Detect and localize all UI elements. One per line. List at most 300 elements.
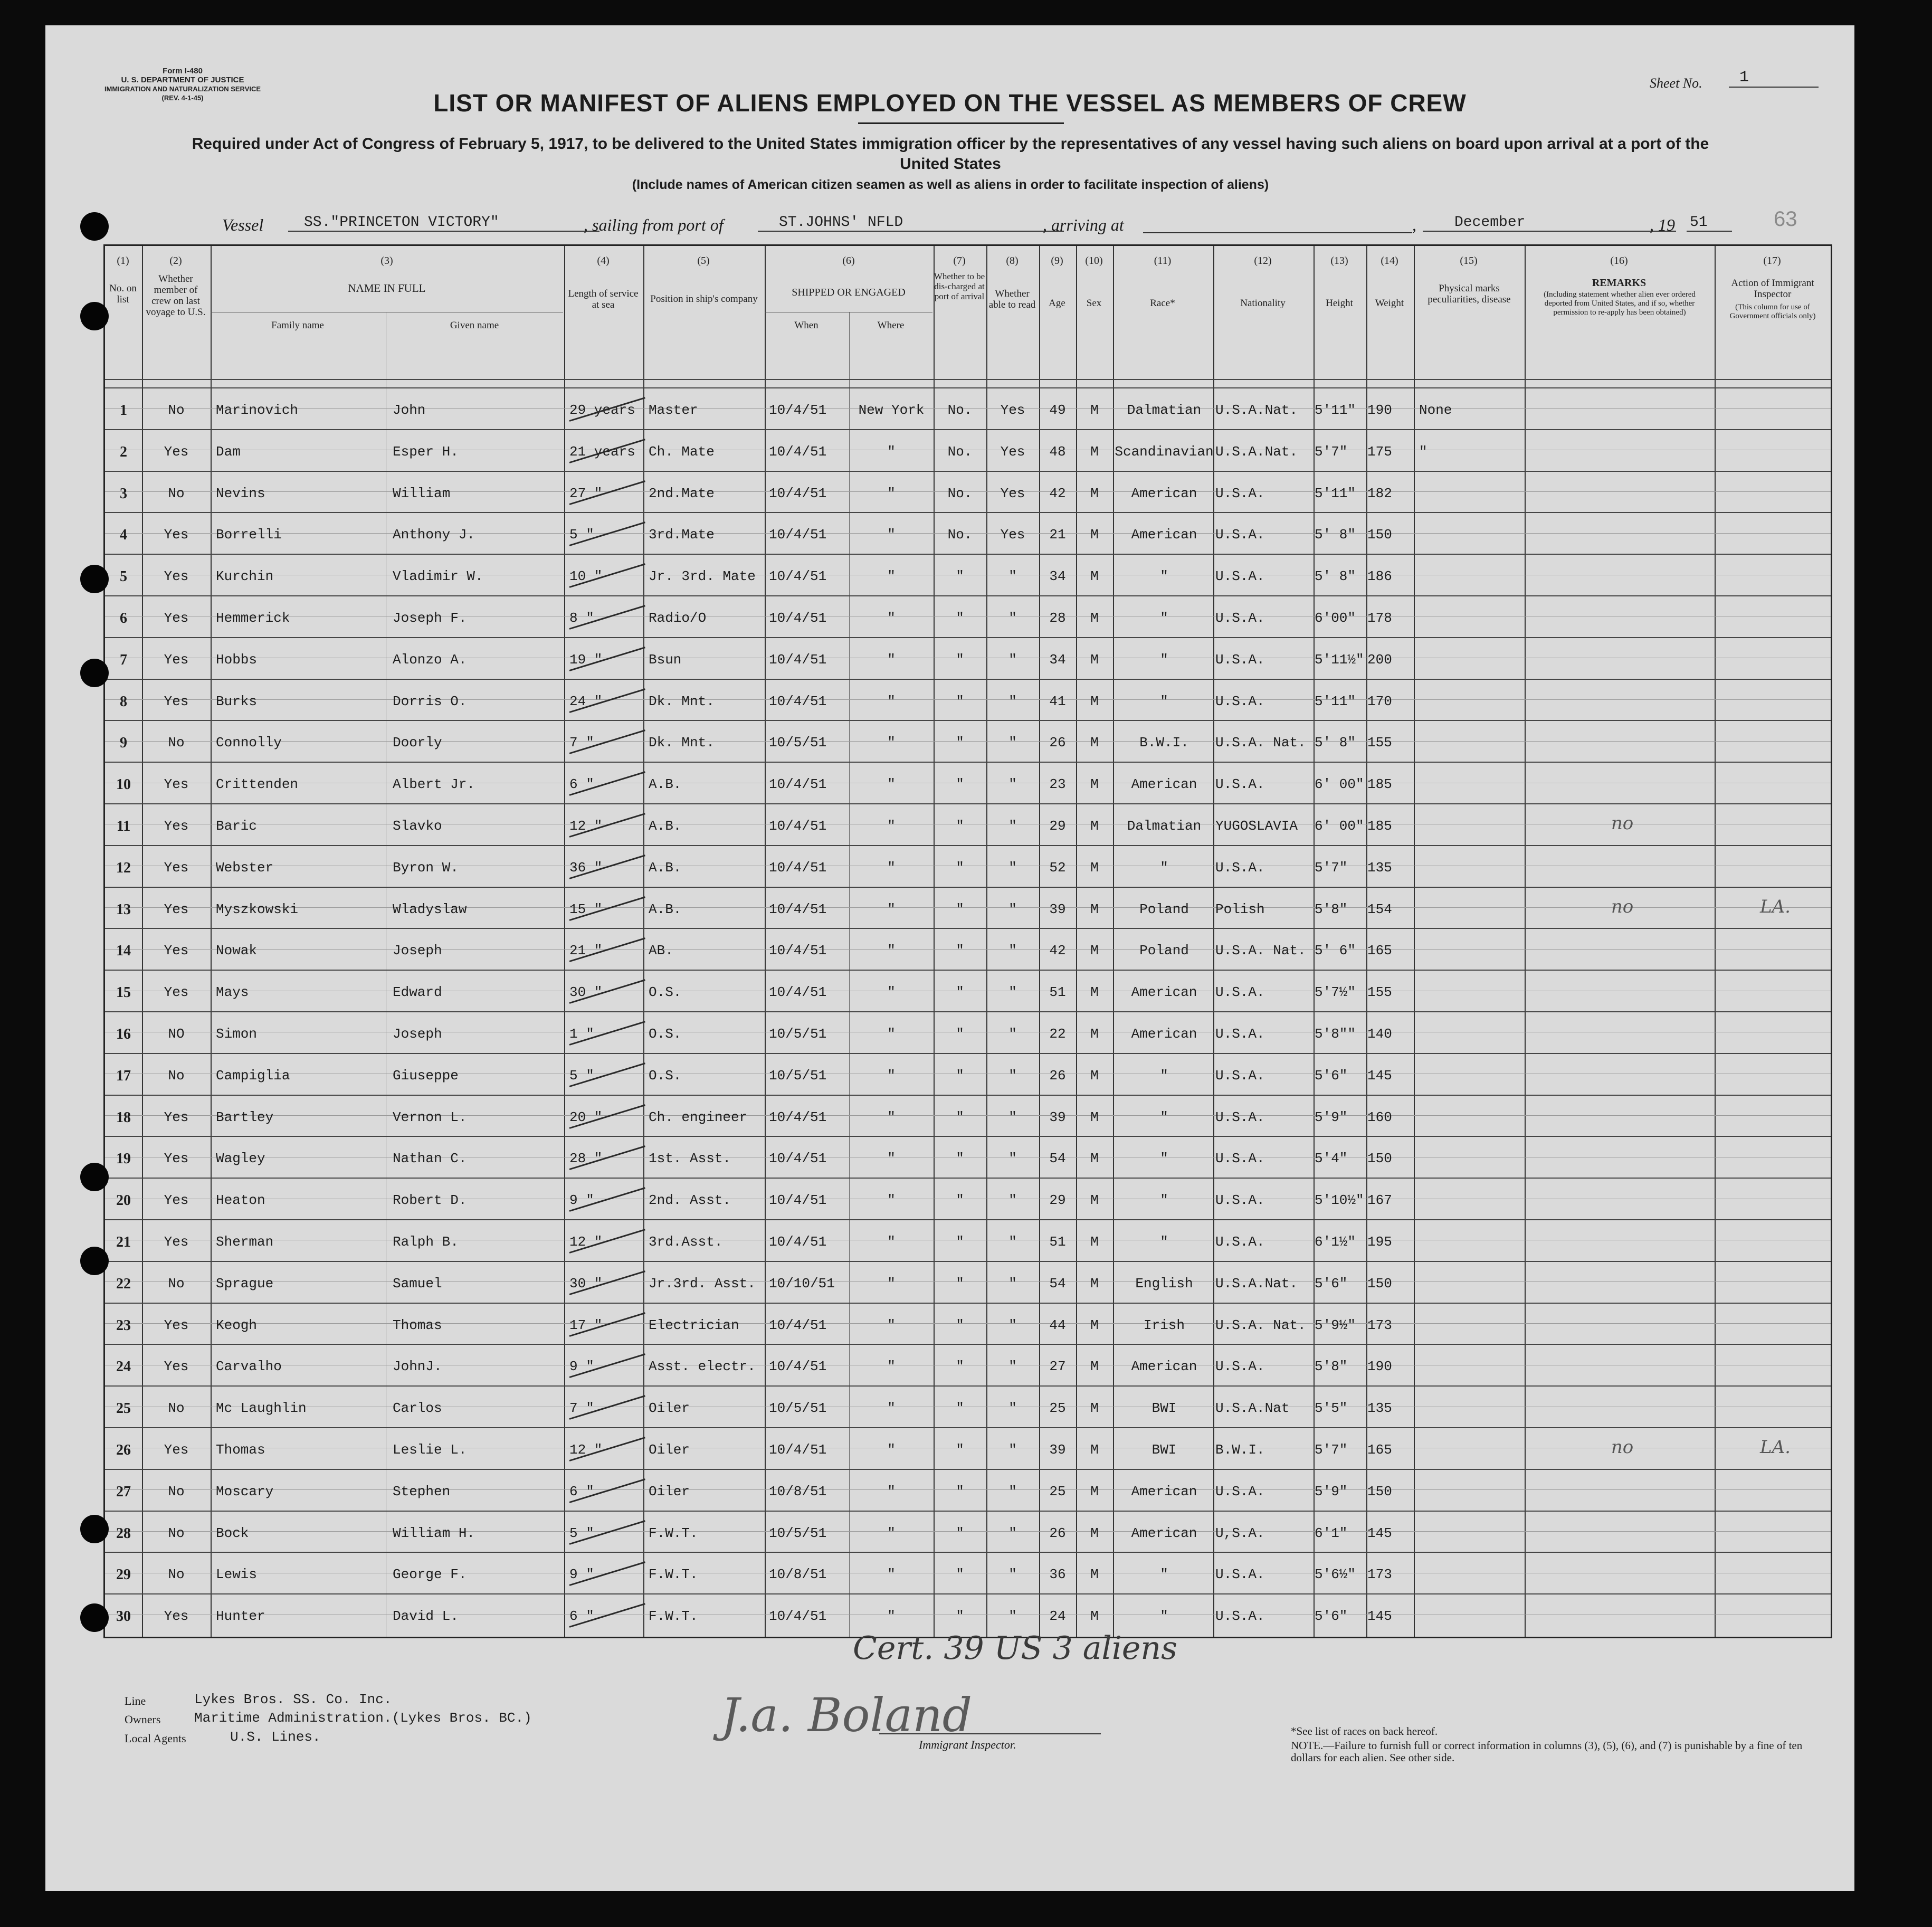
owners-value: Maritime Administration.(Lykes Bros. BC.)	[194, 1710, 532, 1726]
shipped-where-cell: "	[887, 527, 896, 543]
weight-cell: 145	[1367, 1525, 1392, 1541]
service-cell: 5 "	[569, 1067, 594, 1084]
row-number: 30	[116, 1608, 131, 1625]
sex-cell: M	[1090, 1067, 1099, 1084]
service-cell: 6 "	[569, 1483, 594, 1499]
height-cell: 6' 00"	[1315, 818, 1364, 834]
discharged-cell: "	[956, 568, 964, 585]
col-7-number: (7)	[953, 255, 966, 267]
weight-cell: 150	[1367, 1275, 1392, 1292]
height-cell: 5'11"	[1315, 485, 1356, 501]
title-underline	[858, 122, 1064, 124]
race-cell: English	[1135, 1275, 1193, 1292]
row-number: 23	[116, 1317, 131, 1334]
sex-cell: M	[1090, 1109, 1099, 1125]
nationality-cell: U.S.A.	[1215, 984, 1265, 1001]
page-stamp: 63	[1774, 207, 1797, 231]
sex-cell: M	[1090, 1567, 1099, 1583]
col-16-number: (16)	[1610, 255, 1628, 267]
given-name-cell: Giuseppe	[393, 1067, 459, 1084]
discharged-cell: "	[956, 1067, 964, 1084]
shipped-where-cell: "	[887, 443, 896, 460]
height-cell: 5'6"	[1315, 1275, 1348, 1292]
age-cell: 54	[1049, 1275, 1066, 1292]
sex-cell: M	[1090, 443, 1099, 460]
col-4-header: Length of service at sea	[568, 288, 639, 310]
weight-cell: 170	[1367, 693, 1392, 709]
row-rule	[105, 720, 1831, 721]
given-name-cell: Stephen	[393, 1483, 451, 1499]
row-number: 26	[116, 1442, 131, 1458]
service-cell: 6 "	[569, 1608, 594, 1625]
last-voyage-cell: No	[168, 402, 185, 418]
service-cell: 28 "	[569, 1151, 603, 1167]
races-note: *See list of races on back hereof.	[1291, 1725, 1438, 1738]
row-number: 10	[116, 776, 131, 793]
shipped-where-cell: "	[887, 1234, 896, 1250]
page-title: LIST OR MANIFEST OF ALIENS EMPLOYED ON THE VESSEL AS MEMBERS OF CREW	[433, 89, 1467, 117]
discharged-cell: "	[956, 859, 964, 876]
arriving-label: , arriving at	[1043, 215, 1124, 234]
family-name-cell: Campiglia	[216, 1067, 290, 1084]
family-name-cell: Baric	[216, 818, 258, 834]
shipped-where-cell: "	[887, 901, 896, 917]
family-name-cell: Myszkowski	[216, 901, 299, 917]
able-to-read-cell: "	[1008, 1275, 1017, 1292]
last-voyage-cell: No	[168, 1275, 185, 1292]
line-value: Lykes Bros. SS. Co. Inc.	[194, 1692, 392, 1707]
nationality-cell: U.S.A.	[1215, 1026, 1265, 1042]
age-cell: 39	[1049, 1109, 1066, 1125]
discharged-cell: No.	[947, 443, 973, 460]
last-voyage-cell: Yes	[164, 443, 189, 460]
sex-cell: M	[1090, 1151, 1099, 1167]
col-6a-header: When	[794, 320, 819, 331]
height-cell: 5'6"	[1315, 1067, 1348, 1084]
row-rule	[105, 512, 1831, 513]
race-cell: "	[1160, 1067, 1168, 1084]
age-cell: 27	[1049, 1359, 1066, 1375]
able-to-read-cell: "	[1008, 776, 1017, 793]
remarks-cell: no	[1611, 813, 1634, 834]
given-name-cell: Joseph F.	[393, 610, 467, 626]
service-cell: 17 "	[569, 1317, 603, 1333]
position-cell: A.B.	[649, 901, 682, 917]
row-number: 17	[116, 1067, 131, 1084]
service-cell: 19 "	[569, 651, 603, 668]
sex-cell: M	[1090, 1525, 1099, 1541]
discharged-cell: "	[956, 735, 964, 751]
weight-cell: 167	[1367, 1192, 1392, 1209]
col-17-subheader: (This column for use of Government officials only)	[1729, 303, 1816, 320]
row-rule	[105, 1011, 1831, 1012]
service-cell: 30 "	[569, 984, 603, 1001]
nationality-cell: U.S.A.	[1215, 1234, 1265, 1250]
service-cell: 5 "	[569, 527, 594, 543]
sex-cell: M	[1090, 901, 1099, 917]
arriving-comma: ,	[1412, 215, 1416, 234]
given-name-cell: David L.	[393, 1608, 459, 1625]
weight-cell: 155	[1367, 735, 1392, 751]
shipped-where-cell: "	[887, 1483, 896, 1499]
row-number: 20	[116, 1192, 131, 1209]
row-number: 25	[116, 1400, 131, 1417]
position-cell: Master	[649, 402, 698, 418]
row-rule	[105, 970, 1831, 971]
shipped-where-cell: "	[887, 693, 896, 709]
weight-cell: 173	[1367, 1317, 1392, 1333]
service-cell: 20 "	[569, 1109, 603, 1125]
family-name-cell: Carvalho	[216, 1359, 282, 1375]
height-cell: 5'4"	[1315, 1151, 1348, 1167]
physical-marks-cell: None	[1419, 402, 1452, 418]
age-cell: 51	[1049, 984, 1066, 1001]
col-17-header: Action of Immigrant Inspector	[1731, 278, 1814, 300]
race-cell: Irish	[1143, 1317, 1185, 1333]
nationality-cell: U,S.A.	[1215, 1525, 1265, 1541]
weight-cell: 154	[1367, 901, 1392, 917]
row-rule	[105, 1303, 1831, 1304]
weight-cell: 190	[1367, 402, 1392, 418]
row-rule	[105, 595, 1831, 596]
discharged-cell: "	[956, 1234, 964, 1250]
height-cell: 6'00"	[1315, 610, 1356, 626]
weight-cell: 165	[1367, 943, 1392, 959]
age-cell: 23	[1049, 776, 1066, 793]
last-voyage-cell: Yes	[164, 693, 189, 709]
last-voyage-cell: No	[168, 485, 185, 501]
service-cell: 24 "	[569, 693, 603, 709]
row-number: 7	[120, 651, 127, 668]
race-cell: Scandinavian	[1115, 443, 1214, 460]
penalty-note: NOTE.—Failure to furnish full or correct information in columns (3), (5), (6), and (7) is punishable by a fine of ten dollars for each alien. See other side.	[1291, 1739, 1803, 1764]
position-cell: O.S.	[649, 1026, 682, 1042]
sailing-label: , sailing from port of	[584, 215, 724, 234]
shipped-where-cell: "	[887, 984, 896, 1001]
row-number: 27	[116, 1483, 131, 1500]
nationality-cell: U.S.A.	[1215, 1192, 1265, 1209]
sex-cell: M	[1090, 1442, 1099, 1458]
shipped-where-cell: "	[887, 1525, 896, 1541]
age-cell: 36	[1049, 1567, 1066, 1583]
discharged-cell: No.	[947, 485, 973, 501]
weight-cell: 175	[1367, 443, 1392, 460]
last-voyage-cell: Yes	[164, 943, 189, 959]
sex-cell: M	[1090, 1026, 1099, 1042]
age-cell: 44	[1049, 1317, 1066, 1333]
weight-cell: 140	[1367, 1026, 1392, 1042]
height-cell: 5'8""	[1315, 1026, 1356, 1042]
service-cell: 1 "	[569, 1026, 594, 1042]
height-cell: 5'11½"	[1315, 651, 1364, 668]
height-cell: 5'7"	[1315, 859, 1348, 876]
shipped-when-cell: 10/4/51	[769, 1359, 827, 1375]
shipped-where-cell: "	[887, 859, 896, 876]
shipped-where-cell: "	[887, 610, 896, 626]
shipped-when-cell: 10/4/51	[769, 984, 827, 1001]
binder-hole	[80, 1515, 109, 1543]
inspector-signature: J.a. Boland	[721, 1688, 973, 1742]
nationality-cell: U.S.A.	[1215, 651, 1265, 668]
family-name-cell: Connolly	[216, 735, 282, 751]
last-voyage-cell: Yes	[164, 610, 189, 626]
able-to-read-cell: "	[1008, 1608, 1017, 1625]
age-cell: 26	[1049, 1067, 1066, 1084]
last-voyage-cell: Yes	[164, 1234, 189, 1250]
position-cell: 2nd. Asst.	[649, 1192, 731, 1209]
service-cell: 12 "	[569, 818, 603, 834]
service-cell: 9 "	[569, 1359, 594, 1375]
nationality-cell: U.S.A.	[1215, 1608, 1265, 1625]
arriving-port	[1143, 214, 1412, 233]
col-10-number: (10)	[1085, 255, 1103, 267]
given-name-cell: Ralph B.	[393, 1234, 459, 1250]
nationality-cell: U.S.A.	[1215, 527, 1265, 543]
nationality-cell: U.S.A.	[1215, 1109, 1265, 1125]
shipped-when-cell: 10/4/51	[769, 1109, 827, 1125]
last-voyage-cell: Yes	[164, 901, 189, 917]
row-rule	[105, 554, 1831, 555]
height-cell: 5'9"	[1315, 1109, 1348, 1125]
row-rule	[105, 1095, 1831, 1096]
family-name-cell: Borrelli	[216, 527, 282, 543]
given-name-cell: Doorly	[393, 735, 442, 751]
discharged-cell: "	[956, 693, 964, 709]
discharged-cell: No.	[947, 527, 973, 543]
shipped-when-cell: 10/4/51	[769, 402, 827, 418]
revision-date: (REV. 4-1-45)	[161, 94, 204, 102]
nationality-cell: U.S.A.Nat.	[1215, 443, 1298, 460]
sex-cell: M	[1090, 568, 1099, 585]
discharged-cell: "	[956, 651, 964, 668]
nationality-cell: U.S.A.	[1215, 610, 1265, 626]
height-cell: 5'11"	[1315, 693, 1356, 709]
weight-cell: 173	[1367, 1567, 1392, 1583]
col-1-number: (1)	[117, 255, 129, 267]
row-rule	[105, 429, 1831, 430]
col-16-header: REMARKS	[1592, 277, 1647, 289]
vessel-name: SS."PRINCETON VICTORY"	[288, 214, 599, 232]
position-cell: 3rd.Asst.	[649, 1234, 723, 1250]
sex-cell: M	[1090, 651, 1099, 668]
weight-cell: 150	[1367, 1483, 1392, 1499]
service-cell: 8 "	[569, 610, 594, 626]
service-name: IMMIGRATION AND NATURALIZATION SERVICE	[104, 85, 261, 93]
row-number: 1	[120, 402, 127, 419]
sex-cell: M	[1090, 527, 1099, 543]
height-cell: 5' 6"	[1315, 943, 1356, 959]
row-number: 13	[116, 901, 131, 918]
row-rule	[105, 1511, 1831, 1512]
race-cell: "	[1160, 610, 1168, 626]
given-name-cell: Joseph	[393, 943, 442, 959]
col-6-header: SHIPPED OR ENGAGED	[792, 287, 906, 298]
family-name-cell: Keogh	[216, 1317, 258, 1333]
able-to-read-cell: "	[1008, 1192, 1017, 1209]
shipped-when-cell: 10/4/51	[769, 568, 827, 585]
service-cell: 21 years	[569, 443, 635, 460]
position-cell: O.S.	[649, 984, 682, 1001]
nationality-cell: U.S.A. Nat.	[1215, 735, 1306, 751]
discharged-cell: "	[956, 1400, 964, 1417]
shipped-when-cell: 10/8/51	[769, 1483, 827, 1499]
shipped-when-cell: 10/4/51	[769, 859, 827, 876]
given-name-cell: Samuel	[393, 1275, 442, 1292]
row-number: 4	[120, 527, 127, 544]
col-5-header: Position in ship's company	[650, 293, 758, 305]
last-voyage-cell: Yes	[164, 568, 189, 585]
shipped-when-cell: 10/4/51	[769, 443, 827, 460]
shipped-where-cell: New York	[858, 402, 925, 418]
column-rule	[849, 312, 850, 1637]
service-cell: 36 "	[569, 859, 603, 876]
last-voyage-cell: No	[168, 735, 185, 751]
shipped-where-cell: "	[887, 1442, 896, 1458]
row-number: 14	[116, 943, 131, 960]
manifest-sheet	[45, 25, 1854, 1891]
discharged-cell: "	[956, 610, 964, 626]
weight-cell: 200	[1367, 651, 1392, 668]
binder-hole	[80, 659, 109, 687]
row-rule	[105, 1261, 1831, 1262]
age-cell: 49	[1049, 402, 1066, 418]
remarks-cell: no	[1611, 896, 1634, 917]
age-cell: 26	[1049, 1525, 1066, 1541]
col-3a-header: Family name	[271, 320, 324, 331]
shipped-when-cell: 10/4/51	[769, 1192, 827, 1209]
last-voyage-cell: Yes	[164, 859, 189, 876]
position-cell: Jr.3rd. Asst.	[649, 1275, 756, 1292]
sex-cell: M	[1090, 776, 1099, 793]
age-cell: 54	[1049, 1151, 1066, 1167]
shipped-when-cell: 10/5/51	[769, 735, 827, 751]
row-rule	[105, 1593, 1831, 1594]
weight-cell: 150	[1367, 527, 1392, 543]
family-name-cell: Sprague	[216, 1275, 274, 1292]
position-cell: A.B.	[649, 859, 682, 876]
family-name-cell: Sherman	[216, 1234, 274, 1250]
sex-cell: M	[1090, 859, 1099, 876]
discharged-cell: "	[956, 818, 964, 834]
nationality-cell: U.S.A. Nat.	[1215, 943, 1306, 959]
row-number: 22	[116, 1275, 131, 1292]
row-number: 29	[116, 1567, 131, 1583]
nationality-cell: B.W.I.	[1215, 1442, 1265, 1458]
age-cell: 24	[1049, 1608, 1066, 1625]
sex-cell: M	[1090, 818, 1099, 834]
shipped-where-cell: "	[887, 1192, 896, 1209]
subtitle: Required under Act of Congress of February 5, 1917, to be delivered to the United States immigration officer by the representatives of any vessel having such aliens on board upon arrival at a port of the United States	[192, 135, 1709, 173]
col-3b-header: Given name	[450, 320, 499, 331]
sex-cell: M	[1090, 943, 1099, 959]
sex-cell: M	[1090, 1234, 1099, 1250]
row-rule	[105, 803, 1831, 804]
race-cell: American	[1131, 527, 1197, 543]
col-15-number: (15)	[1460, 255, 1478, 267]
given-name-cell: Joseph	[393, 1026, 442, 1042]
race-cell: American	[1131, 984, 1197, 1001]
inspector-label: Immigrant Inspector.	[919, 1738, 1016, 1751]
age-cell: 42	[1049, 485, 1066, 501]
service-cell: 5 "	[569, 1525, 594, 1541]
last-voyage-cell: NO	[168, 1026, 185, 1042]
able-to-read-cell: "	[1008, 859, 1017, 876]
able-to-read-cell: Yes	[1000, 402, 1025, 418]
given-name-cell: Thomas	[393, 1317, 442, 1333]
discharged-cell: "	[956, 1317, 964, 1333]
able-to-read-cell: "	[1008, 735, 1017, 751]
race-cell: "	[1160, 1151, 1168, 1167]
position-cell: F.W.T.	[649, 1608, 698, 1625]
col-11-header: Race*	[1150, 298, 1175, 309]
race-cell: "	[1160, 1567, 1168, 1583]
family-name-cell: Thomas	[216, 1442, 265, 1458]
race-cell: "	[1160, 651, 1168, 668]
row-rule	[105, 679, 1831, 680]
position-cell: 3rd.Mate	[649, 527, 715, 543]
height-cell: 5' 8"	[1315, 527, 1356, 543]
race-cell: "	[1160, 1109, 1168, 1125]
height-cell: 5'10½"	[1315, 1192, 1364, 1209]
row-rule	[105, 1469, 1831, 1470]
line-label: Line	[125, 1694, 146, 1707]
col-16-subheader: (Including statement whether alien ever ordered deported from United States, and if so, whether permission to re-apply has been obtained)	[1544, 290, 1696, 317]
given-name-cell: Slavko	[393, 818, 442, 834]
weight-cell: 135	[1367, 859, 1392, 876]
family-name-cell: Nowak	[216, 943, 258, 959]
race-cell: American	[1131, 776, 1197, 793]
age-cell: 21	[1049, 527, 1066, 543]
crew-table	[103, 244, 1832, 1638]
position-cell: Oiler	[649, 1442, 690, 1458]
shipped-when-cell: 10/4/51	[769, 1317, 827, 1333]
height-cell: 5'7"	[1315, 443, 1348, 460]
position-cell: 1st. Asst.	[649, 1151, 731, 1167]
family-name-cell: Bartley	[216, 1109, 274, 1125]
arrival-year: 51	[1687, 214, 1732, 232]
shipped-when-cell: 10/4/51	[769, 527, 827, 543]
agents-label: Local Agents	[125, 1732, 186, 1745]
age-cell: 34	[1049, 568, 1066, 585]
discharged-cell: "	[956, 1151, 964, 1167]
shipped-where-cell: "	[887, 818, 896, 834]
service-cell: 9 "	[569, 1192, 594, 1209]
discharged-cell: "	[956, 943, 964, 959]
sex-cell: M	[1090, 1483, 1099, 1499]
position-cell: Ch. Mate	[649, 443, 715, 460]
nationality-cell: U.S.A.	[1215, 1067, 1265, 1084]
position-cell: A.B.	[649, 776, 682, 793]
remarks-cell: no	[1611, 1437, 1634, 1458]
nationality-cell: YUGOSLAVIA	[1215, 818, 1298, 834]
able-to-read-cell: "	[1008, 1109, 1017, 1125]
col-17-number: (17)	[1763, 255, 1781, 267]
sailing-port: ST.JOHNS' NFLD	[758, 214, 1064, 232]
row-number: 12	[116, 859, 131, 876]
service-cell: 12 "	[569, 1442, 603, 1458]
col-8-number: (8)	[1006, 255, 1019, 267]
col-12-header: Nationality	[1240, 298, 1286, 309]
race-cell: American	[1131, 1483, 1197, 1499]
race-cell: "	[1160, 1234, 1168, 1250]
discharged-cell: "	[956, 776, 964, 793]
row-number: 6	[120, 610, 127, 626]
col-15-header: Physical marks peculiarities, disease	[1427, 283, 1511, 305]
height-cell: 5' 8"	[1315, 568, 1356, 585]
age-cell: 51	[1049, 1234, 1066, 1250]
height-cell: 5'9½"	[1315, 1317, 1356, 1333]
nationality-cell: U.S.A.Nat.	[1215, 402, 1298, 418]
